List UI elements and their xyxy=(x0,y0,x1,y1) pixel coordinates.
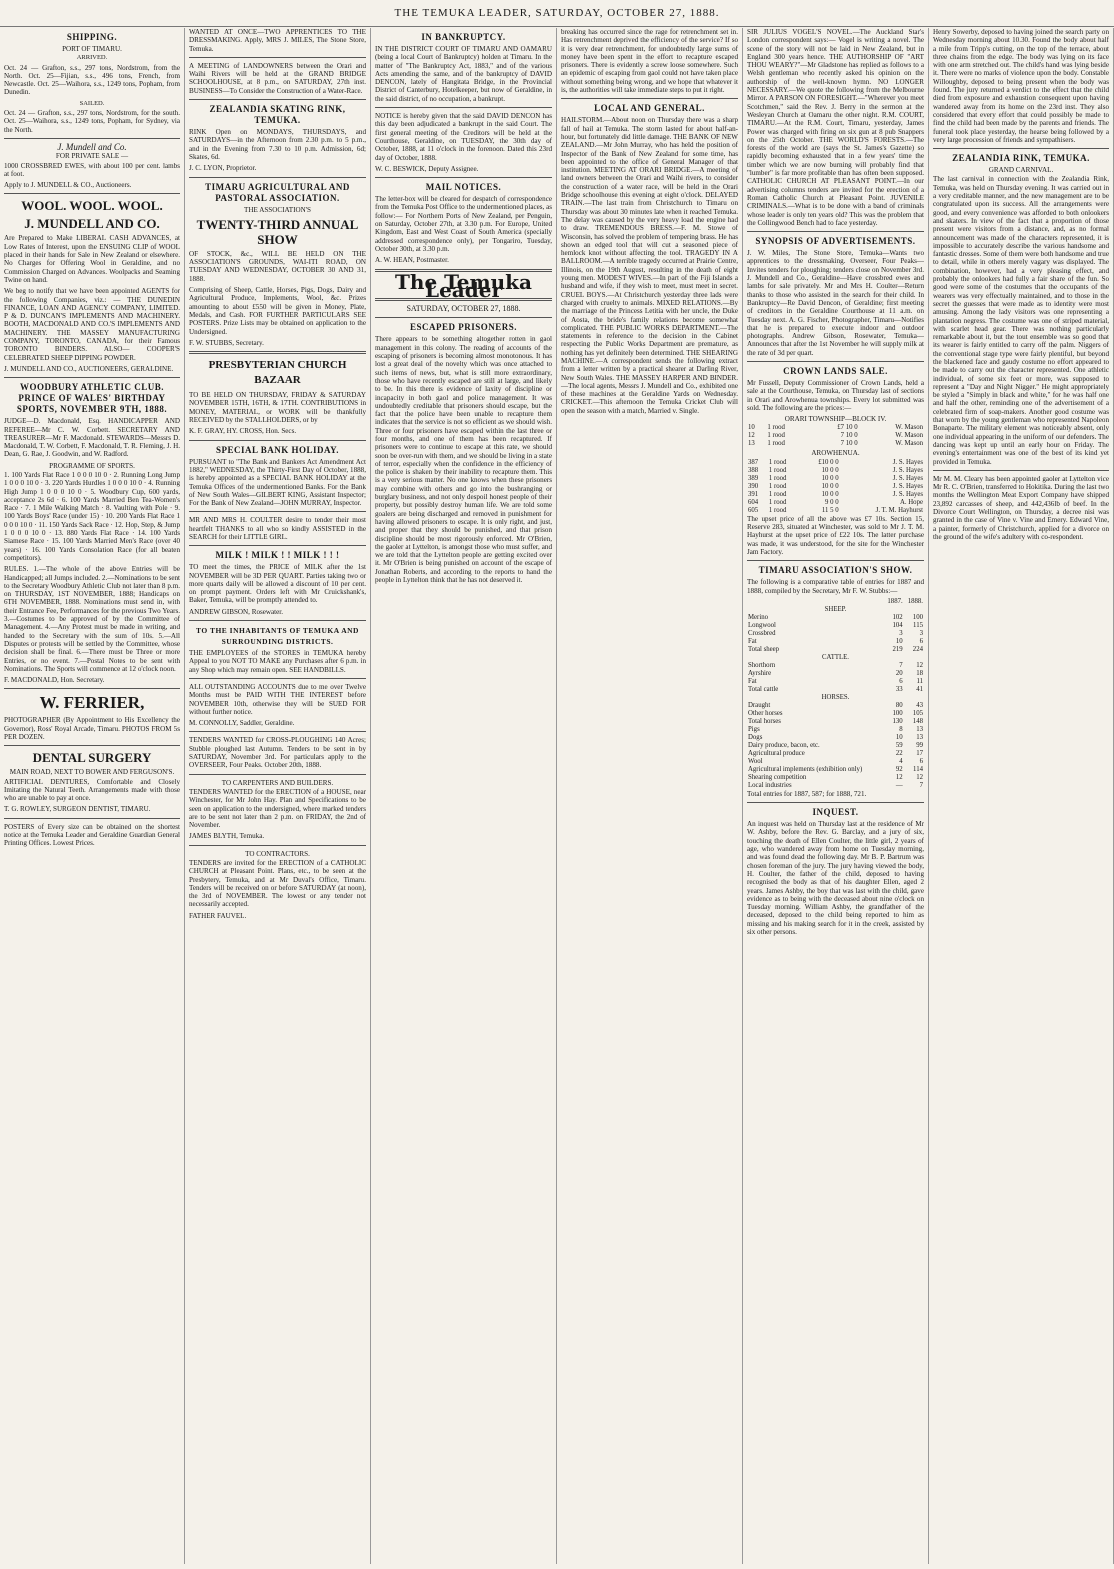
table-row xyxy=(747,758,924,766)
column-3 xyxy=(371,28,557,1564)
table-row xyxy=(747,782,924,790)
private-sale: FOR PRIVATE SALE — xyxy=(55,152,129,161)
table-row xyxy=(747,614,924,622)
table-row xyxy=(747,622,924,630)
table-cell: 13 xyxy=(748,440,755,448)
table-row xyxy=(747,499,924,507)
dental-heading: DENTAL SURGERY xyxy=(32,750,152,766)
show-table xyxy=(747,598,924,790)
table-row xyxy=(747,750,924,758)
table-cell: 17 xyxy=(916,749,923,757)
table-row xyxy=(747,774,924,782)
table-cell: Total horses xyxy=(748,717,781,725)
table-cell: 59 xyxy=(895,741,903,749)
tenders-house-sig: JAMES BLYTH, Temuka. xyxy=(189,832,265,841)
ferrier-heading: W. FERRIER, xyxy=(39,693,145,713)
carnival-text: The last carnival in connection with the Zealandia Rink, Temuka, was held on Thursday evening. It was carried out in a very creditable manner, and the new management are to be congratulated upon its success. All the arrangements were good, and every convenience was afforded to both onlookers and skaters. In view of the fact that a proportion of those present were visitors from a distance, and, as no formal announcement was made of the characters represented, it is impossible to accurately describe the various handsome and fantastic dresses. Some of them were both handsome and true to detail, while in others merely vagary was displayed. The combination, however, had a very pleasing effect, and probably the onlookers had fully a fair share of the fun. So good were some of the costumes that the occupants of the wearers was very effectually maintained, and to those in the secret the guesses that were made as to identity were most amusing. Among the lady visitors was one representing a plantation negress. The costume was one of striped material, with scarlet head gear. There was nothing particularly remarkable about it, but the tout ensemble was so good that its wearer is fairly entitled to carry off the palm. Niggers of the conventional stage type were fairly plentiful, but beyond the blackened face and gaudy costume no effort appeared to be made to carry out the character represented. One athletic individual, of some six feet or more, was supposed to represent a "Day and Night Nigger." He might appropriately be styled a "Simply in black and white," for he was half one and half the other, reminding one of the advertisement of a celebrated firm of soap-makers. Another good costume was that worn by the young gentleman who represented Napoleon Bonaparte. The military element was noticeably absent, only one individual appearing in the uniform of our defenders. The dancing was kept up until an early hour on Friday. The evening's entertainment was one of the best of its kind yet provided in Temuka. xyxy=(933,175,1109,466)
meeting-ad: A MEETING of LANDOWNERS between the Orari and Waihi Rivers will be held at the GRAND BRIDGE SCHOOLHOUSE, at 8 p.m., on SATURDAY, 27th inst. BUSINESS—To Consider the Construction of a Water-Race. xyxy=(189,61,366,95)
table-cell: 7 xyxy=(919,781,923,789)
table-row xyxy=(747,467,924,475)
table-cell: J. T. M. Hayhurst xyxy=(875,506,923,514)
bazaar-text: TO BE HELD ON THURSDAY, FRIDAY & SATURDAY NOVEMBER 15TH, 16TH, & 17TH. CONTRIBUTIONS in MONEY, MATERIAL, or WORK will be thankfully RECEIVED by the STALLHOLDERS, or by xyxy=(189,391,366,425)
table-cell: 4 xyxy=(899,757,903,765)
table-row xyxy=(747,630,924,638)
table-cell: 1 rood xyxy=(768,506,787,514)
table-cell: 1 rood xyxy=(768,466,787,474)
woodbury-heading: WOODBURY ATHLETIC CLUB. PRINCE OF WALES' BIRTHDAY SPORTS, NOVEMBER 9TH, 1888. xyxy=(16,382,168,415)
crown-text: Mr Fussell, Deputy Commissioner of Crown Lands, held a sale at the Courthouse, Temuka, on Thursday last of sections in Orari and Arowhenua townships. Every lot submitted was sold. The following are the prices:— xyxy=(747,378,924,412)
table-cell: Draught xyxy=(748,701,771,709)
table-cell: J. S. Hayes xyxy=(892,490,923,498)
table-cell: 7 10 0 xyxy=(840,440,858,448)
rink-report-heading: ZEALANDIA RINK, TEMUKA. xyxy=(952,153,1090,164)
holiday-heading: SPECIAL BANK HOLIDAY. xyxy=(215,444,340,455)
year-1888: 1888. xyxy=(907,597,923,605)
assoc-heading: TIMARU AGRICULTURAL AND PASTORAL ASSOCIATION. xyxy=(205,181,350,203)
table-cell: 7 10 0 xyxy=(840,432,858,440)
mundell-text: Are Prepared to Make LIBERAL CASH ADVANCES, at Low Rates of Interest, upon the ENSUING CLIP of WOOL placed in their hands for Sale in New Zealand or elsewhere. No Charges for Offering Wool in Geraldine, and no Commission Charged on Advances. Woolpacks and Seaming Twine on hand. xyxy=(4,234,180,284)
local-heading: LOCAL AND GENERAL. xyxy=(594,103,705,114)
events-list: 1. 100 Yards Flat Race 1 0 0 0 10 0 · 2. Running Long Jump 1 0 0 0 10 0 · 3. 220 Yards Hurdles 1 0 0 0 10 0 · 4. Running High Jump 1 0 0 0 10 0 · 5. Woodbury Cup, 600 yards, acceptance 2s 6d · 6. 100 Yards Married Ben Tea-Women's Race · 7. 1 Mile Walking Match · 8. Vaulting with Pole · 9. 100 Yards Boys' Race (under 15) · 10. 200 Yards Flat Race 1 0 0 0 10 0 · 11. 150 Yards Sack Race · 12. Hop, Step, & Jump 1 0 0 0 10 0 · 13. 880 Yards Flat Race · 14. 100 Yards Siamese Race · 15. 100 Yards Married Men's Race (over 40 years) · 16. 100 Yards Consolation Race (for all beaten competitors). xyxy=(4,470,180,562)
table-cell: J. S. Hayes xyxy=(892,466,923,474)
agents-text: We beg to notify that we have been appointed AGENTS for the following Companies, viz.: — THE DUNEDIN FINANCE, LOAN AND AGENCY COMPANY, LIMITED. P & D. DUNCAN'S IMPLEMENTS AND MACHINERY. BOOTH, MACDONALD AND CO.'S IMPLEMENTS AND MACHINERY. THE MASSEY MANUFACTURING COMPANY, TORONTO, CANADA, for their Famous TORONTO BINDERS. ALSO— COOPER'S CELEBRATED SHEEP DIPPING POWDER. xyxy=(4,287,180,362)
carpenters-heading: TO CARPENTERS AND BUILDERS. xyxy=(221,778,334,787)
posters-ad: POSTERS of Every size can be obtained on the shortest notice at the Temuka Leader and Geraldine Guardian General Printing Offices. Lowest Prices. xyxy=(4,822,180,848)
table-cell: 391 xyxy=(748,490,759,498)
table-row xyxy=(747,670,924,678)
bankruptcy-text: IN THE DISTRICT COURT OF TIMARU AND OAMARU (being a local Court of Bankruptcy) holden at Timaru. In the matter of "The Bankruptcy Act, 1883," and of the various Acts amending the same, and of the bankruptcy of DAVID DENCON, lately of Hangitata Bridge, in the Provincial District of Canterbury, Hotelkeeper, but now of Geraldine, in the said district, of no occupation, a bankrupt. xyxy=(375,45,552,103)
table-cell: Wool xyxy=(748,757,763,765)
table-cell: Other horses xyxy=(748,709,783,717)
tenders-ploughing: TENDERS WANTED for CROSS-PLOUGHING 140 Acres; Stubble ploughed last Autumn. Tenders to be sent in by SATURDAY, November 3rd. For particulars apply to the OVERSEER, Four Peaks. October 20th, 1888. xyxy=(189,736,366,770)
escaped-heading: ESCAPED PRISONERS. xyxy=(409,322,518,333)
table-row xyxy=(747,686,924,694)
table-cell: 43 xyxy=(916,701,923,709)
notice-text: NOTICE is hereby given that the said DAVID DENCON has this day been adjudicated a bankrupt in the said Court. The first general meeting of the Creditors will be held at the Courthouse, Geraldine, on TUESDAY, the 30th day of October, 1888, at 11 o'clock in the forenoon. Dated this 23rd day of October, 1888. xyxy=(375,112,552,162)
coulter-thanks: MR AND MRS H. COULTER desire to tender their most heartfelt THANKS to all who so kindly ASSISTED in the SEARCH for their LITTLE GIRL. xyxy=(189,516,366,541)
table-cell: Dogs xyxy=(748,733,763,741)
mail-text: The letter-box will be cleared for despatch of correspondence from the Temuka Post Office to the undermentioned places, as follow:— For Northern Ports of New Zealand, per Penguin, on Saturday, October 27th, at 3.30 p.m. For Europe, United Kingdom, East and West Coast of South America (specially addressed correspondence only), per Tongariro, Tuesday, October 30th, at 3.30 p.m. xyxy=(375,195,552,253)
table-cell: Crossbred xyxy=(748,629,776,637)
escaped-cont: breaking has occurred since the rage for retrenchment set in. Has retrenchment deprived the efficiency of the service? If so it is very dear retrenchment, for undoubtedly large sums of money have been spent in the effort to recapture escaped prisoners. There is evidently a screw loose somewhere. Such an epidemic of escaping from gaol could not have taken place without something being wrong, and we hope that whatever it is, the authorities will take immediate steps to put it right. xyxy=(561,28,738,95)
rules-sig: F. MACDONALD, Hon. Secretary. xyxy=(4,676,105,685)
table-cell: W. Mason xyxy=(895,424,923,432)
show-heading: TIMARU ASSOCIATION'S SHOW. xyxy=(758,565,913,576)
table-cell: 20 xyxy=(895,669,903,677)
local-text: HAILSTORM.—About noon on Thursday there was a sharp fall of hail at Temuka. The storm lasted for about half-an-hour, but fortunately did little damage. THE BANK OF NEW ZEALAND.—Mr John Murray, who has held the position of Inspector of the Bank of New Zealand for some time, has been appointed to the office of General Manager of that institution. MEETING AT ORARI BRIDGE.—A meeting of land owners between the Orari and Waihi rivers, to consider the construction of a water race, will be held in the Orari Bridge schoolhouse this evening at eight o'clock. DELAYED TRAIN.—The last train from Christchurch to Timaru on Thursday was about 30 minutes late when it reached Temuka. The delay was caused by the very heavy load the engine had to draw. TREMENDOUS BRESS.—F. M. Stowe of Wisconsin, has solved the problem of tempering brass. He has shown an edged tool that will cut a seasoned piece of hemlock knot without affecting the tool. TRAGEDY IN A BALLROOM.—A terrible tragedy occurred at Prairie Centre, Illinois, on the 19th August, resulting in the death of eight young men. MODEST WIVES.—In part of the Fiji Islands a husband and wife, if they wish to meet, must meet in secret. CRUEL BOYS.—At Christchurch yesterday three lads were charged with cruelty to animals. MIXED RELATIONS.—By the marriage of the Princess Letitia with her uncle, the Duke of Aosta, the bride's family relations become somewhat complicated. THE PUBLIC WORKS DEPARTMENT.—The statements in reference to the decision in the Cabinet respecting the Public Works Department are premature, as nothing has yet definitely been determined. THE SHEARING MACHINE.—A correspondent sends the following extract from a letter written by a practical shearer at Darling River, New South Wales. THE MASSEY HARPER AND BINDER.—The local agents, Messrs J. Mundell and Co., exhibited one of these machines at the Geraldine Yards on Wednesday. CRICKET.—This afternoon the Temuka Cricket Club will open the season with a match, Married v. Single. xyxy=(561,116,738,415)
judges-text: JUDGE—D. Macdonald, Esq. HANDICAPPER AND REFEREE—Mr C. W. Corbett. SECRETARY AND TREASURER—Mr F. Macdonald. STEWARDS—Messrs D. Macdonald, T. W. Corbett, F. Macdonald, T. R. Fleming, J. H. Dean, G. Rae, J. Goodwin, and W. Radford. xyxy=(4,417,180,459)
table-row xyxy=(747,702,924,710)
table-cell: 80 xyxy=(895,701,903,709)
dental-sub: MAIN ROAD, NEXT TO BOWER AND FERGUSON'S. xyxy=(9,768,175,777)
annual-show-heading: TWENTY-THIRD ANNUAL SHOW xyxy=(196,216,359,247)
table-cell: 102 xyxy=(892,613,903,621)
table-row xyxy=(747,742,924,750)
table-cell: 100 xyxy=(912,613,923,621)
table-cell: £7 10 0 xyxy=(837,424,858,432)
table-cell: J. S. Hayes xyxy=(892,482,923,490)
mundell-big: J. MUNDELL AND CO. xyxy=(24,216,160,232)
crown-tail: The upset price of all the above was £7 10s. Section 15, Reserve 283, situated at Winchester, was sold to Mr J. T. M. Hayhurst at the upset price of £22 10s. The latter purchase was made, it was understood, for the site for the Winchester Jam Factory. xyxy=(747,514,924,556)
table-cell: £10 0 0 xyxy=(818,458,839,466)
rink-sig: J. C. LYON, Proprietor. xyxy=(189,164,257,173)
table-cell: 1 rood xyxy=(767,440,785,448)
table-cell: J. S. Hayes xyxy=(892,458,923,466)
column-6 xyxy=(929,28,1114,1564)
table-cell: 390 xyxy=(748,482,759,490)
table-cell: 12 xyxy=(916,661,923,669)
table-cell: 1 rood xyxy=(767,432,785,440)
accounts-text: ALL OUTSTANDING ACCOUNTS due to me over Twelve Months must be PAID WITH THE INTEREST before NOVEMBER 10th, otherwise they will be SUED FOR without further notice. xyxy=(189,682,366,716)
table-cell: 12 xyxy=(748,432,755,440)
table-cell: Agricultural produce xyxy=(748,749,805,757)
inhab-heading: TO THE INHABITANTS OF TEMUKA AND SURROUNDING DISTRICTS. xyxy=(196,626,359,647)
table-cell: 9 0 0 xyxy=(825,498,839,506)
table-cell: 11 5 0 xyxy=(821,506,839,514)
crown-heading: CROWN LANDS SALE. xyxy=(783,365,888,376)
inhab-text: THE EMPLOYEES of the STORES in TEMUKA hereby Appeal to you NOT TO MAKE any Purchases after 6 p.m. in any Shop which may remain open. SEE HANDBILLS. xyxy=(189,649,366,674)
table-cell: 3 xyxy=(899,629,903,637)
column-2 xyxy=(185,28,371,1564)
wanted-ad: WANTED AT ONCE—TWO APPRENTICES TO THE DRESSMAKING. Apply, MRS J. MILES, The Stone Store, Temuka. xyxy=(189,28,366,53)
masthead: THE TEMUKA LEADER, SATURDAY, OCTOBER 27, 1888. xyxy=(0,0,1114,27)
table-cell: 22 xyxy=(895,749,903,757)
year-1887: 1887. xyxy=(887,597,903,605)
programme-heading: PROGRAMME OF SPORTS. xyxy=(49,461,135,470)
table-cell: 1 rood xyxy=(768,458,787,466)
notice-sig: W. C. BESWICK, Deputy Assignee. xyxy=(375,164,479,173)
table-cell: 1 rood xyxy=(768,498,787,506)
table-cell: 389 xyxy=(748,474,759,482)
rink-ad: RINK Open on MONDAYS, THURSDAYS, and SATURDAYS—in the Afternoon from 2.30 p.m. to 5 p.m., and in the Evening from 7.30 to 10 p.m. Admission, 6d; Skates, 6d. xyxy=(189,128,366,161)
milk-heading: MILK ! MILK ! ! MILK ! ! ! xyxy=(215,550,340,561)
table-row xyxy=(747,483,924,491)
bankruptcy-heading: IN BANKRUPTCY. xyxy=(421,32,506,42)
table-row xyxy=(747,432,924,440)
table-cell: Total sheep xyxy=(748,645,780,653)
table-cell: Shearing competition xyxy=(748,773,807,781)
bazaar-heading: PRESBYTERIAN CHURCH BAZAAR xyxy=(208,359,347,387)
table-row xyxy=(747,678,924,686)
ferrier-sub: PHOTOGRAPHER (By Appointment to His Excellency the Governor), Ross' Royal Arcade, Timaru. PHOTOS FROM 5s PER DOZEN. xyxy=(4,716,180,741)
table-row xyxy=(747,638,924,646)
table-cell: Longwool xyxy=(748,621,776,629)
table-cell: Fat xyxy=(748,677,757,685)
issue-date: SATURDAY, OCTOBER 27, 1888. xyxy=(406,304,521,314)
apply-sig: Apply to J. MUNDELL & CO., Auctioneers. xyxy=(4,181,132,190)
table-cell: W. Mason xyxy=(895,432,923,440)
table-cell: 41 xyxy=(916,685,923,693)
table-cell: 92 xyxy=(895,765,903,773)
table-row xyxy=(747,491,924,499)
tenders-church: TENDERS are invited for the ERECTION of a CATHOLIC CHURCH at Pleasant Point. Plans, etc., to be seen at the Presbytery, Temuka, and at Mr Duval's Office, Timaru. Tenders will be received on or before SATURDAY (at noon), the 3rd of NOVEMBER. The lowest or any tender not necessarily accepted. xyxy=(189,859,366,909)
table-cell: 99 xyxy=(916,741,923,749)
sailed-heading: SAILED. xyxy=(79,99,105,107)
table-cell: 10 xyxy=(748,424,755,432)
rink-heading: ZEALANDIA SKATING RINK, TEMUKA. xyxy=(209,104,346,126)
ewes-ad: 1000 CROSSBRED EWES, with about 100 per cent. lambs at foot. xyxy=(4,161,180,178)
mail-sig: A. W. HEAN, Postmaster. xyxy=(375,256,449,265)
table-cell: J. S. Hayes xyxy=(892,474,923,482)
table-row xyxy=(747,726,924,734)
table-cell: Local industries xyxy=(748,781,792,789)
escaped-text: There appears to be something altogether rotten in gaol management in this colony. The reading of accounts of the escaping of prisoners is becoming almost monotonous. It has lost a great deal of the novelty which was once attached to such items of news, but, what is still more extraordinary, those who have recently escaped are still at large, and likely to be. In this there is evidence of laxity of discipline or incapacity in both gaol and police management. It was undoubtedly creditable that prisoners should escape, but the fact that the police have been unable to recapture them indicates that the service is not so efficient as we should wish. Three or four prisoners have escaped within the last three or four months, and one of them has been recaptured. If prisoners were to continue to escape at this rate, we should soon be over-run with them, and we should be living in a state of terror, especially when the confidence in the efficiency of the police is shaken by their inability to recapture them. This is a very serious matter. No one knows when these prisoners may combine with others and go into the bushranging or burglary business, and not only despoil honest people of their property, but possibly destroy human life. We are told some goalers are being discharged and removed in punishment for having allowed prisoners to escape. It is only right, and just, and proper that they should be punished, and that prison discipline should be most rigorously enforced. Mr O'Brien, the gaoler at Lyttelton, is amongst those who must suffer, and we are told that the Lyttelton people are getting excited over it. Mr O'Brien is being punished on account of the escape of Jonathan Roberts, and according to the reports to hand the people in Lyttelton think that he has not deserved it. xyxy=(375,335,552,585)
table-cell: 6 xyxy=(919,637,923,645)
table-cell: 100 xyxy=(892,709,903,717)
table-cell: 605 xyxy=(748,506,759,514)
table-cell: 10 0 0 xyxy=(821,490,839,498)
inquest-text: An inquest was held on Thursday last at the residence of Mr W. Ashby, before the Rev. G. Barclay, and a jury of six, touching the death of Ellen Coulter, the little girl, 2 years of age, who wandered away from home on Tuesday morning, and was found dead the following day. Mr B. P. Bartrum was chosen foreman of the jury. The jury having viewed the body, H. Coulter, the father of the child, deposed to having recognised the body as that of his daughter Ellen, aged 2 years. James Ashby, the boy that was last with the child, gave evidence as to being with the deceased about nine o'clock on Tuesday morning. William Ashby, the grandfather of the deceased, deposed to the child being reported to him as missing and his making search for it in the creek, assisted by six other persons. xyxy=(747,820,924,936)
table-cell: 3 xyxy=(919,629,923,637)
table-row xyxy=(747,766,924,774)
mundell-small: J. Mundell and Co. xyxy=(57,141,127,152)
column-4 xyxy=(557,28,743,1564)
table-row xyxy=(747,475,924,483)
table-cell: Pigs xyxy=(748,725,760,733)
table-cell: Merino xyxy=(748,613,769,621)
table-cell: 1 rood xyxy=(768,474,787,482)
arrived-heading: ARRIVED. xyxy=(76,54,108,62)
table-cell: 10 0 0 xyxy=(821,466,839,474)
sailed-list: Oct. 24 — Grafton, s.s., 297 tons, Nordstrom, for the south. Oct. 25—Waihora, s.s., 1249 tons, Popham, for Sydney, via the North. xyxy=(4,109,180,134)
table-cell: 114 xyxy=(913,765,923,773)
stock-sig: F. W. STUBBS, Secretary. xyxy=(189,338,264,347)
table-cell: 6 xyxy=(899,677,903,685)
table-cell: 12 xyxy=(895,773,903,781)
table-cell: 1 rood xyxy=(767,424,785,432)
show-intro: The following is a comparative table of entries for 1887 and 1888, compiled by the Secretary, Mr F. W. Stubbs:— xyxy=(747,578,924,595)
orari-heading: ORARI TOWNSHIP—BLOCK IV. xyxy=(784,415,887,424)
table-cell: — xyxy=(895,781,903,789)
arowhenua-heading: AROWHENUA. xyxy=(811,449,860,458)
table-cell: 1 rood xyxy=(768,490,787,498)
table-cell: 12 xyxy=(916,773,923,781)
mundell-sig: J. MUNDELL AND CO., AUCTIONEERS, GERALDINE. xyxy=(4,364,174,373)
stock-text: Comprising of Sheep, Cattle, Horses, Pigs, Dogs, Dairy and Agricultural Produce, Implements, Wool, &c. Prizes amounting to about £550 will be given in Money, Plate, Medals, and Cash. FOR FURTHER PARTICULARS SEE POSTERS. Prize Lists may be obtained on application to the Undersigned. xyxy=(189,286,366,336)
mail-heading: MAIL NOTICES. xyxy=(425,182,502,193)
table-cell: Dairy produce, bacon, etc. xyxy=(748,741,820,749)
wool-heading: WOOL. WOOL. WOOL. xyxy=(21,198,163,214)
table-cell: 10 xyxy=(895,637,903,645)
table-cell: 11 xyxy=(916,677,923,685)
accounts-sig: M. CONNOLLY, Saddler, Geraldine. xyxy=(189,719,295,728)
show-total: Total entries for 1887, 587; for 1888, 721. xyxy=(747,789,867,798)
inquest-cont: Henry Sowerby, deposed to having joined the search party on Wednesday morning about 10.30. Found the body about half a mile from Tripp's cutting, on the top of the terrace, about three chains from the edge. The body was lying on its face with one arm stretched out. The child's hand was lying beside it. There were no marks of violence upon the body. Constable Willoughby, deposed to being present when the body was found. The jury returned a verdict to the effect that the child died from exposure and exhaustion consequent upon having wandered away from its home on the 23rd inst. They also considered that every effort that could possibly be made to find the child had been made by the parents and friends. The funeral took place yesterday, the hearse being followed by a very large procession of friends and sympathisers. xyxy=(933,28,1109,144)
table-section-heading: SHEEP. xyxy=(824,605,847,613)
table-cell: 224 xyxy=(912,645,923,653)
table-section-heading: CATTLE. xyxy=(822,653,849,661)
bazaar-sig: K. F. GRAY, HY. CROSS, Hon. Secs. xyxy=(189,427,297,436)
port-heading: PORT OF TIMARU. xyxy=(62,45,122,53)
table-row xyxy=(747,424,924,432)
table-row xyxy=(747,646,924,654)
table-cell: 6 xyxy=(919,757,923,765)
table-cell: Total cattle xyxy=(748,685,779,693)
table-row xyxy=(747,718,924,726)
table-cell: 219 xyxy=(892,645,903,653)
table-cell: 104 xyxy=(892,621,903,629)
holiday-text: PURSUANT to "The Bank and Bankers Act Amendment Act 1882," WEDNESDAY, the Thirty-First Day of October, 1888, is hereby appointed as a SPECIAL BANK HOLIDAY at the Temuka Offices of the undermentioned Banks. For the Bank of New South Wales—GILBERT KING, Assistant Inspector; For the Bank of New Zealand—JOHN MURRAY, Inspector. xyxy=(189,457,366,508)
tenders-house: TENDERS WANTED for the ERECTION of a HOUSE, near Winchester, for Mr John Hay. Plan and Specifications to be seen on application to the undersigned, where marked tenders are to be sent not later than 2 p.m. on FRIDAY, the 2nd of November. xyxy=(189,787,366,830)
table-cell: 148 xyxy=(912,717,923,725)
dental-sig: T. G. ROWLEY, SURGEON DENTIST, TIMARU. xyxy=(4,805,151,814)
table-cell: 10 xyxy=(895,733,903,741)
table-cell: Shorthorn xyxy=(748,661,776,669)
shipping-heading: SHIPPING. xyxy=(66,32,118,42)
table-cell: 10 0 0 xyxy=(821,474,839,482)
arowhenua-table xyxy=(747,459,924,515)
column-5 xyxy=(743,28,929,1564)
milk-sig: ANDREW GIBSON, Rosewater. xyxy=(189,607,284,616)
synopsis-heading: SYNOPSIS OF ADVERTISEMENTS. xyxy=(755,236,916,247)
table-cell: 7 xyxy=(899,661,903,669)
stock-heading: OF STOCK, &c., WILL BE HELD ON THE ASSOCIATION'S GROUNDS, WAI-ITI ROAD, ON TUESDAY AND WEDNESDAY, OCTOBER 30 AND 31, 1888. xyxy=(189,249,366,283)
table-cell: 130 xyxy=(892,717,903,725)
table-section-heading: HORSES. xyxy=(821,693,850,701)
table-row xyxy=(747,459,924,467)
table-cell: 33 xyxy=(895,685,903,693)
table-row xyxy=(747,507,924,515)
table-cell: 13 xyxy=(916,733,923,741)
assoc-sub: THE ASSOCIATION'S xyxy=(244,205,311,214)
rules-text: RULES. 1.—The whole of the above Entries will be Handicapped; all Jumps included. 2.—Nominations to be sent to the Secretary Woodbury Athletic Club not later than 8 p.m. on THURSDAY, 1ST NOVEMBER, 1888; Handicaps on 6TH NOVEMBER, 1888. Nominations must send in, with their Entrance Fee, Performances for the previous Two Years. 3.—Costumes to be approved of by the Committee of Management. 4.—Any Protest must be made in writing, and handed to the Secretary with the sum of 10s. 5.—All Disputes or protests will be settled by the Committee, whose decision shall be final. 6.—There must be Three or more Entries, or no event. 7.—Postal Notes to be sent with Nominations. The Sports will commence at 12 o'clock noon. xyxy=(4,565,180,673)
local-cont: SIR JULIUS VOGEL'S NOVEL.—The Auckland Star's London correspondent says:— Vogel is writing a novel. The scene of the story will not be laid in New Zealand, but in England 300 years hence. THE AUTHORSHIP OF "ART THOU WEARY?"—Mr Gladstone has replied as follows to a Welsh gentleman who recently asked his opinion on the authorship of the well-known hymn. NO LONGER NECESSARY.—We quote the following from the Melbourne Mirror. A PARSON ON FORESIGHT.—"Wherever you meet Scotchmen," said the Rev. J. Berry in the sermon at the Wesleyan Church at Oamaru the other night. R.M. COURT, TIMARU.—At the R.M. Court, Timaru, yesterday, James Power was charged with firing on six gun at 8 pub Snappers on the 25th October. THE WORLD'S FORESTS.—The forests of the world are (says the St. James's Gazette) so rapidly becoming exhausted that in a few years' time the timber which we are now burning will probably find that "lumber" is far more profitable than has often been supposed. CATHOLIC CHURCH AT PLEASANT POINT.—In our advertising columns tenders are invited for the erection of a Roman Catholic Church at Pleasant Point. JUVENILE CRIMINALS.—What is to be done with a band of criminals whose leader is only ten years old? This was the problem that the Collingwood Bench had to face yesterday. xyxy=(747,28,924,227)
table-row xyxy=(747,662,924,670)
carnival-heading: GRAND CARNIVAL. xyxy=(988,166,1054,175)
table-cell: Ayrshire xyxy=(748,669,772,677)
dental-text: ARTIFICIAL DENTURES, Comfortable and Closely Imitating the Natural Teeth. Arrangements made with those who are unable to pay at once. xyxy=(4,777,180,803)
tenders-church-sig: FATHER FAUVEL. xyxy=(189,911,247,920)
milk-text: TO meet the times, the PRICE of MILK after the 1st NOVEMBER will be 3D PER QUART. Parties taking two or more quarts daily will be allowed a discount of 10 per cent. on prompt payment. Orders left with Mr Cruickshank's, Baker, Temuka, will be promptly attended to. xyxy=(189,563,366,605)
table-cell: A. Hope xyxy=(899,498,923,506)
table-cell: Agricultural implements (exhibition only) xyxy=(748,765,863,773)
synopsis-text: J. W. Miles, The Stone Store, Temuka—Wants two apprentices to the dressmaking. Overseer, Four Peaks—Invites tenders for ploughing; tenders close on November 3rd. J. Mundell and Co., Geraldine—Have crossbred ewes and lambs for sale privately. Mr and Mrs H. Coulter—Return thanks to those who assisted in the search for their child. In Bankruptcy—Re David Dencon, of Geraldine; first meeting of creditors in the Geraldine Courthouse at 11 a.m. on Tuesday next. A. G. Fischer, Photographer, Timaru—Notifies that he is prepared to execute indoor and outdoor photographs. Andrew Gibson, Rosewater, Temuka—Announces that after the 1st November he will supply milk at the rate of 3d per quart. xyxy=(747,249,924,357)
table-cell: 18 xyxy=(916,669,923,677)
table-cell: Fat xyxy=(748,637,757,645)
newspaper-title: The Temuka Leader xyxy=(395,269,532,302)
table-cell: 105 xyxy=(912,709,923,717)
table-row xyxy=(747,710,924,718)
table-row xyxy=(747,440,924,448)
arrived-list: Oct. 24 — Grafton, s.s., 297 tons, Nordstrom, from the North. Oct. 25—Fijian, s.s., 496 tons, French, from Newcastle. Oct. 25—Waihora, s.s., 1249 tons, Popham, from Dunedin. xyxy=(4,63,180,97)
cleary-text: Mr M. M. Cleary has been appointed gaoler at Lyttelton vice Mr R. C. O'Brien, transferred to Hokitika. During the last two months the Wellington Meat Export Company have shipped 23,892 carcasses of sheep, and 442,436lb of beef. In the Divorce Court Wellington, on Thursday, a decree nisi was granted in the case of Vine v. Vine and Emery. Edward Vine, a painter, formerly of Christchurch, applied for a divorce on the ground of the wife's adultery with co-respondent. xyxy=(933,474,1109,541)
table-row xyxy=(747,734,924,742)
contractors-heading: TO CONTRACTORS. xyxy=(245,849,310,858)
table-cell: 604 xyxy=(748,498,759,506)
table-cell: 115 xyxy=(913,621,923,629)
column-1 xyxy=(0,28,185,1564)
table-cell: 1 rood xyxy=(768,482,787,490)
table-cell: W. Mason xyxy=(895,440,923,448)
table-cell: 10 0 0 xyxy=(821,482,839,490)
table-cell: 13 xyxy=(916,725,923,733)
orari-table xyxy=(747,424,924,448)
table-cell: 8 xyxy=(899,725,903,733)
table-cell: 388 xyxy=(748,466,759,474)
table-cell: 387 xyxy=(748,458,759,466)
inquest-heading: INQUEST. xyxy=(812,807,859,818)
